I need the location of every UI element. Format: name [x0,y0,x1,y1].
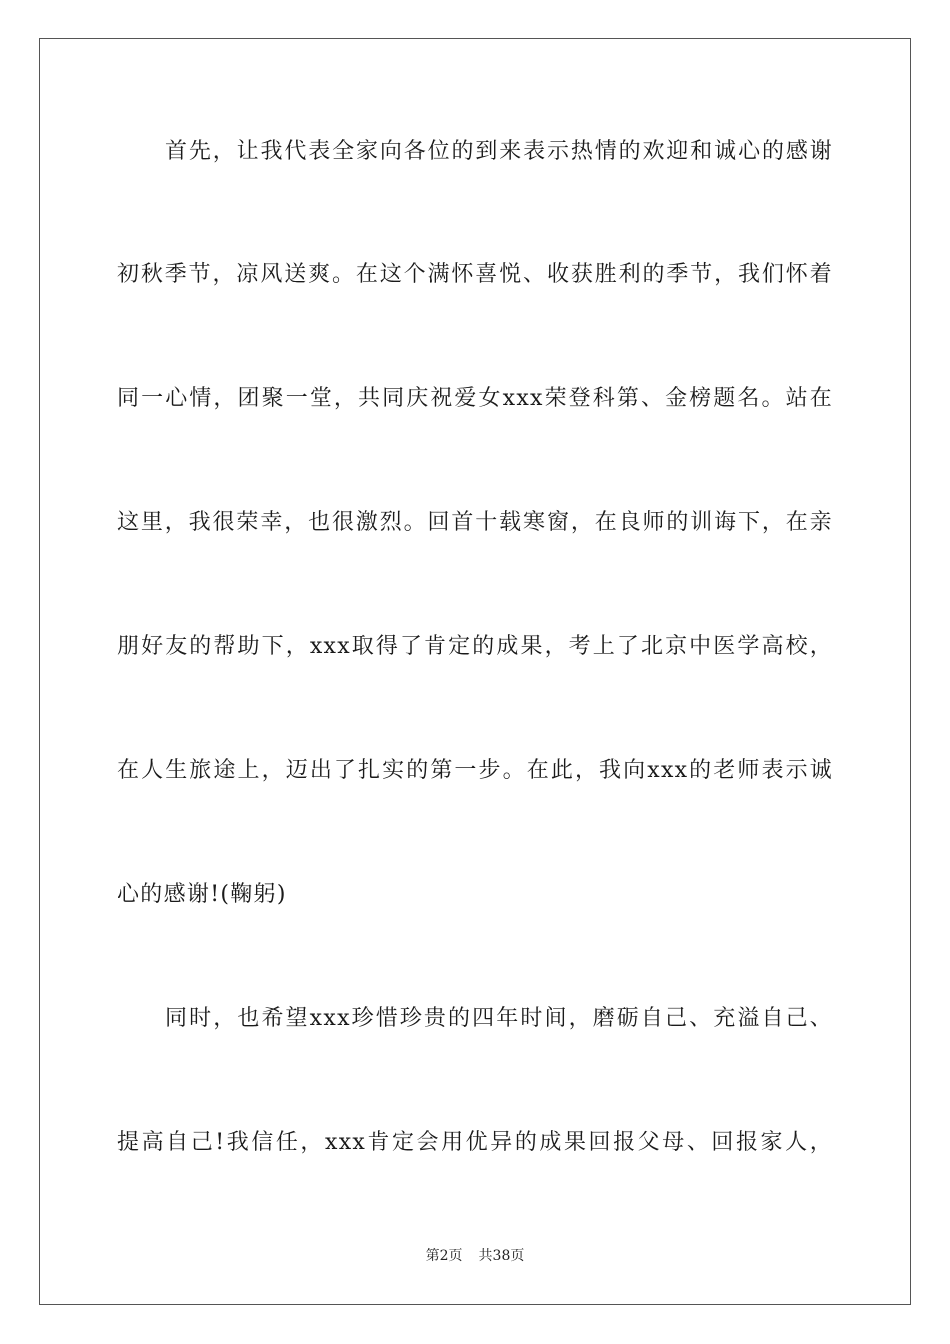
page-border [39,38,911,1305]
paragraph-1-line-6: 在人生旅途上，迈出了扎实的第一步。在此，我向xxx的老师表示诚 [117,758,833,783]
page-number: 第2页 [425,1248,463,1264]
paragraph-1-line-2: 初秋季节，凉风送爽。在这个满怀喜悦、收获胜利的季节，我们怀着 [117,262,833,287]
paragraph-1-line-1: 首先，让我代表全家向各位的到来表示热情的欢迎和诚心的感谢 [165,139,833,164]
paragraph-1-line-4: 这里，我很荣幸，也很激烈。回首十载寒窗，在良师的训诲下，在亲 [117,510,833,535]
paragraph-1-line-3: 同一心情，团聚一堂，共同庆祝爱女xxx荣登科第、金榜题名。站在 [117,386,833,411]
page-footer [0,1247,950,1265]
total-pages: 共38页 [478,1248,525,1264]
paragraph-2-line-2: 提高自己!我信任，xxx肯定会用优异的成果回报父母、回报家人， [117,1130,833,1155]
paragraph-2-line-1: 同时，也希望xxx珍惜珍贵的四年时间，磨砺自己、充溢自己、 [165,1006,833,1031]
paragraph-1-line-7: 心的感谢!(鞠躬) [117,882,287,907]
paragraph-1-line-5: 朋好友的帮助下，xxx取得了肯定的成果，考上了北京中医学高校， [117,634,833,659]
